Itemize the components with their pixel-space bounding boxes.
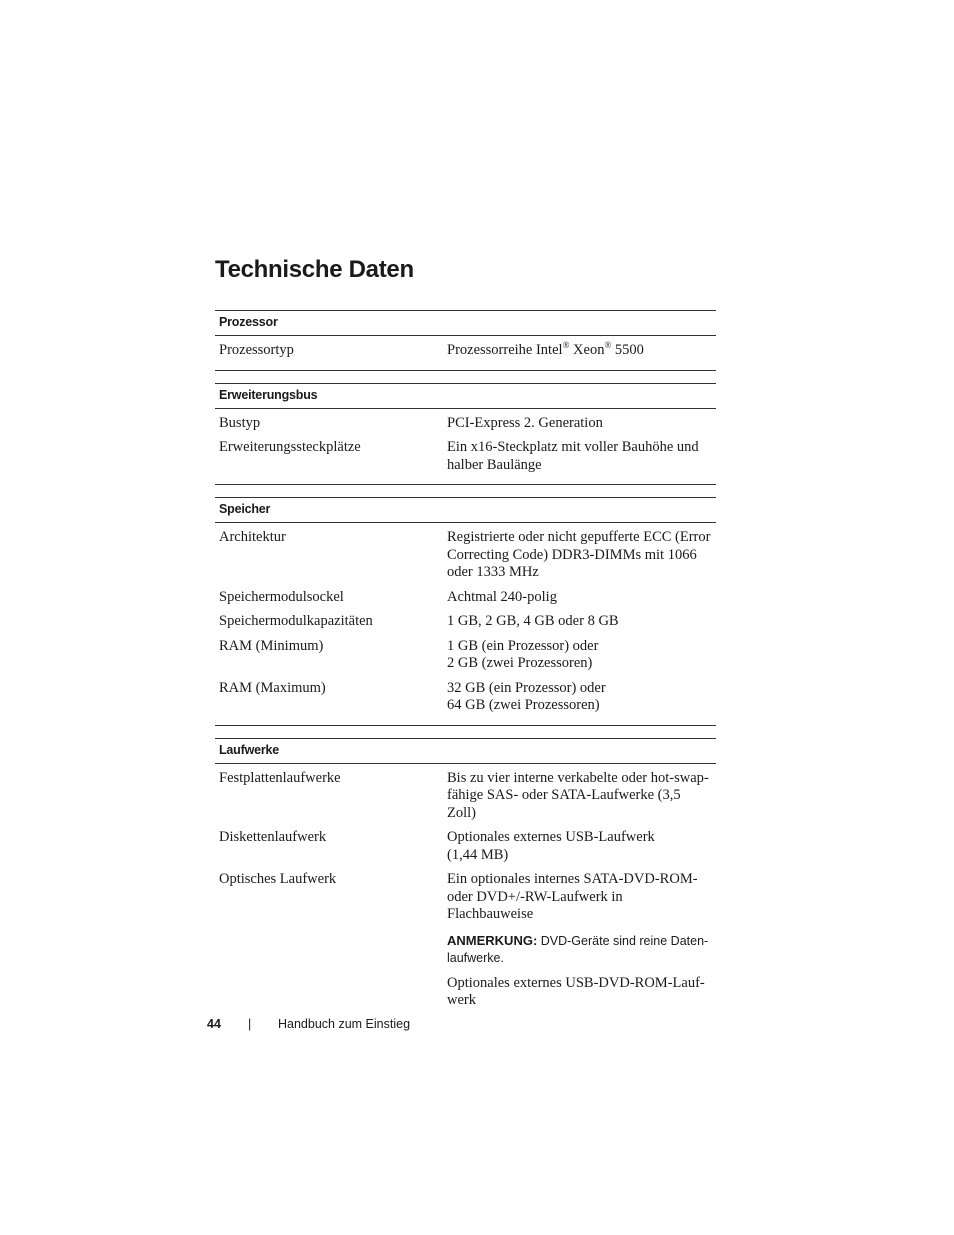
spec-label: Festplattenlaufwerke (219, 769, 341, 786)
spec-row (215, 610, 716, 635)
value-text: Xeon (569, 342, 605, 358)
spec-label: Erweiterungssteckplätze (219, 439, 361, 455)
page-title: Technische Daten (215, 256, 414, 283)
spec-label: Speichermodulsockel (219, 588, 344, 605)
spec-value (447, 871, 716, 1010)
section-heading: Prozessor (215, 310, 716, 336)
spec-value (447, 638, 716, 673)
footer-title: Handbuch zum Einstieg (278, 1017, 411, 1031)
spec-label: Diskettenlaufwerk (219, 829, 327, 845)
spec-row (215, 868, 716, 1014)
page-number: 44 (207, 1017, 221, 1031)
spec-label: Prozessortyp (219, 342, 294, 358)
value-line: 32 GB (ein Prozessor) oder (447, 679, 606, 696)
value-line: Optionales externes USB-Laufwerk (447, 829, 655, 845)
spec-table (215, 310, 716, 1032)
spec-row (215, 677, 716, 719)
spec-row (215, 767, 716, 827)
spec-value (447, 529, 716, 582)
spec-value (447, 770, 716, 823)
spec-row (215, 635, 716, 677)
spec-row (215, 826, 716, 868)
value-line: Bis zu vier interne verkabelte oder hot-swap- (447, 769, 709, 786)
value-text: Prozessorreihe Intel (447, 342, 563, 358)
spec-row (215, 412, 716, 437)
note-line (447, 932, 712, 950)
value-line: halber Baulänge (447, 456, 542, 473)
spec-label: Speichermodulkapazitäten (219, 613, 373, 629)
section-heading: Erweiterungsbus (215, 383, 716, 409)
section-prozessor (215, 310, 716, 371)
value-line: (1,44 MB) (447, 846, 509, 863)
section-erweiterungsbus (215, 383, 716, 486)
spec-value: Achtmal 240-polig (447, 588, 557, 605)
value-line: Registrierte oder nicht gepufferte ECC (Error (447, 529, 711, 545)
section-heading: Speicher (215, 497, 716, 523)
spec-value (447, 342, 716, 360)
note-text: DVD-Geräte sind reine Daten- (537, 933, 709, 948)
value-line: 1 GB (ein Prozessor) oder (447, 637, 599, 654)
section-body (215, 409, 716, 486)
note-label: ANMERKUNG: (447, 932, 538, 948)
value-line: Optionales externes USB-DVD-ROM-Lauf- (447, 974, 705, 991)
spec-value: 1 GB, 2 GB, 4 GB oder 8 GB (447, 613, 619, 629)
value-line: Ein x16-Steckplatz mit voller Bauhöhe und (447, 439, 699, 455)
value-line: Correcting Code) DDR3-DIMMs mit 1066 (447, 546, 697, 563)
spec-label: Architektur (219, 529, 286, 545)
value-line: 2 GB (zwei Prozessoren) (447, 655, 593, 671)
note (447, 932, 712, 967)
section-heading: Laufwerke (215, 738, 716, 764)
value-line: 64 GB (zwei Prozessoren) (447, 697, 600, 713)
section-body (215, 336, 716, 371)
spec-label: Optisches Laufwerk (219, 871, 337, 887)
spec-row (215, 339, 716, 364)
note-line: laufwerke. (447, 950, 504, 965)
footer-separator: | (248, 1017, 252, 1031)
spec-value (447, 439, 716, 474)
value-text: 5500 (611, 342, 644, 358)
spec-row (215, 526, 716, 586)
spec-value (447, 680, 716, 715)
registered-mark: ® (562, 340, 570, 351)
spec-value: PCI-Express 2. Generation (447, 414, 603, 431)
value-line: fähige SAS- oder SATA-Laufwerke (3,5 Zoll) (447, 787, 681, 821)
spec-label: RAM (Minimum) (219, 637, 324, 654)
value-line: Ein optionales internes SATA-DVD-ROM- (447, 871, 698, 887)
value-line: werk (447, 992, 476, 1008)
section-body (215, 523, 716, 726)
value-line: oder 1333 MHz (447, 564, 539, 580)
spec-row (215, 586, 716, 611)
spec-label: RAM (Maximum) (219, 679, 326, 696)
value-line: oder DVD+/-RW-Laufwerk in Flachbauweise (447, 888, 623, 922)
registered-mark: ® (604, 340, 612, 351)
section-body (215, 764, 716, 1020)
after-note (447, 975, 712, 1010)
section-laufwerke (215, 738, 716, 1020)
section-speicher (215, 497, 716, 726)
spec-row (215, 436, 716, 478)
spec-label: Bustyp (219, 414, 261, 431)
spec-value (447, 829, 716, 864)
